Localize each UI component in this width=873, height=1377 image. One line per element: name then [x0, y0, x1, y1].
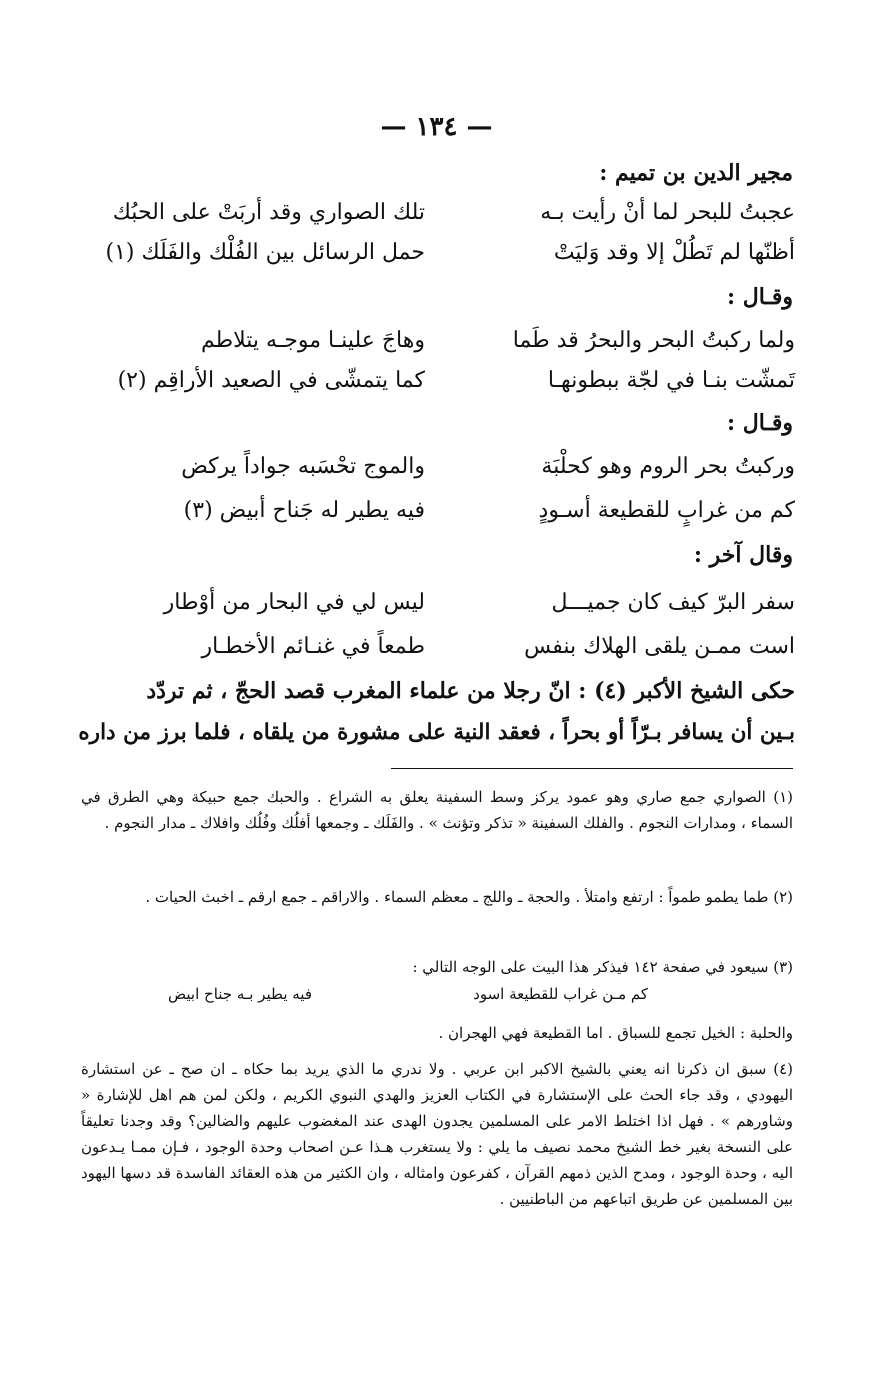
- footnote-verse-second-hemistich: فيه يطير بـه جناح ابيض: [168, 985, 313, 1003]
- verse-line: [75, 328, 795, 368]
- verse-line: [75, 454, 795, 494]
- verse-second-hemistich: طمعاً في غنـائم الأخطـار: [201, 634, 425, 659]
- footnote-1: (١) الصواري جمع صاري وهو عمود يركز وسط السفينة يعلق به الشراع . والحبك جمع حبيكة وهي الطرق في السماء ، ومدارات النجوم . والفلك السفينة « تذكر وتؤنث » . والفَلَك ـ وجمعها أفلُك وفُلُك وافلاك ـ مدار النجوم .: [81, 788, 793, 832]
- section-intro: وقـال :: [726, 284, 793, 310]
- verse-second-hemistich: كما يتمشّى في الصعيد الأراقِم (٢): [117, 368, 425, 393]
- verse-second-hemistich: تلك الصواري وقد أربَتْ على الحبُك: [112, 200, 425, 225]
- footnote-verse-first-hemistich: كم مـن غراب للقطيعة اسود: [473, 985, 648, 1003]
- verse-line: [75, 590, 795, 630]
- verse-second-hemistich: حمل الرسائل بين الفُلْك والفَلَك (١): [105, 240, 425, 265]
- verse-second-hemistich: وهاجَ علينـا موجـه يتلاطم: [201, 328, 425, 353]
- footnote-3: (٣) سيعود في صفحة ١٤٢ فيذكر هذا البيت على الوجه التالي :: [412, 958, 793, 976]
- verse-line: [75, 240, 795, 280]
- footnote-separator: [391, 768, 793, 769]
- verse-first-hemistich: أظنّها لم تَطُلْ إلا وقد وَليَتْ: [553, 240, 795, 265]
- footnote-3-continued: والحلبة : الخيل تجمع للسباق . اما القطيعة فهي الهجران .: [438, 1024, 793, 1042]
- section-intro: وقـال :: [726, 410, 793, 436]
- verse-first-hemistich: است ممـن يلقى الهلاك بنفس: [524, 634, 795, 659]
- verse-second-hemistich: والموج تحْسَبه جواداً يركض: [181, 454, 425, 479]
- verse-second-hemistich: ليس لي في البحار من أوْطار: [163, 590, 425, 615]
- verse-line: [75, 498, 795, 538]
- verse-first-hemistich: كم من غرابٍ للقطيعة أسـودٍ: [538, 498, 795, 523]
- verse-first-hemistich: ولما ركبتُ البحر والبحرُ قد طَما: [512, 328, 795, 353]
- footnote-4: (٤) سبق ان ذكرنا انه يعني بالشيخ الاكبر ابن عربي . ولا ندري ما الذي يريد بما حكاه ـ ان صح ـ عن استشارة اليهودي ، وقد جاء الحث على الإستشارة في الكتاب العزيز والهدي النبوي الكريم ، ولكن لمن هم اهل للإشارة « وشاورهم » . فهل اذا اختلط الامر على المسلمين يجدون الهدى عند المغضوب عليهم والضالين؟ وقد وجدنا تعليقاً على النسخة بغير خط الشيخ محمد نصيف ما يلي : ولا يستغرب هـذا عـن اصحاب وحدة الوجود ، فـإن ممـا يـدعون اليه ، وحدة الوجود ، ومدح الذين ذمهم القرآن ، كفرعون وامثاله ، وان الكثير من هذه العقائد الفاسدة قد دسها اليهود بين المسلمين عن طريق اتباعهم من الباطنيين .: [81, 1060, 793, 1208]
- page-number: — ١٣٤ —: [380, 112, 493, 142]
- section-intro: وقال آخر :: [693, 542, 793, 568]
- verse-first-hemistich: سفر البرّ كيف كان جميـــل: [551, 590, 795, 615]
- verse-line: [75, 368, 795, 408]
- verse-first-hemistich: تَمشّت بنـا في لجّة ببطونهـا: [547, 368, 795, 393]
- verse-line: [75, 634, 795, 674]
- section-intro: مجير الدين بن تميم :: [599, 160, 793, 186]
- footnote-2: (٢) طما يطمو طمواً : ارتفع وامتلأ . والحجة ـ واللج ـ معظم السماء . والاراقم ـ جمع ارقم ـ اخبث الحيات .: [145, 888, 793, 906]
- verse-second-hemistich: فيه يطير له جَناح أبيض (٣): [183, 498, 425, 523]
- prose-line: حكى الشيخ الأكبر (٤) : انّ رجلا من علماء المغرب قصد الحجّ ، ثم تردّد: [146, 678, 795, 704]
- verse-first-hemistich: عجبتُ للبحر لما أنْ رأيت بـه: [540, 200, 795, 225]
- verse-line: [75, 200, 795, 240]
- prose-line: بـين أن يسافر بـرّاً أو بحراً ، فعقد النية على مشورة من يلقاه ، فلما برز من داره: [78, 720, 795, 745]
- verse-first-hemistich: وركبتُ بحر الروم وهو كحلْبَة: [541, 454, 795, 479]
